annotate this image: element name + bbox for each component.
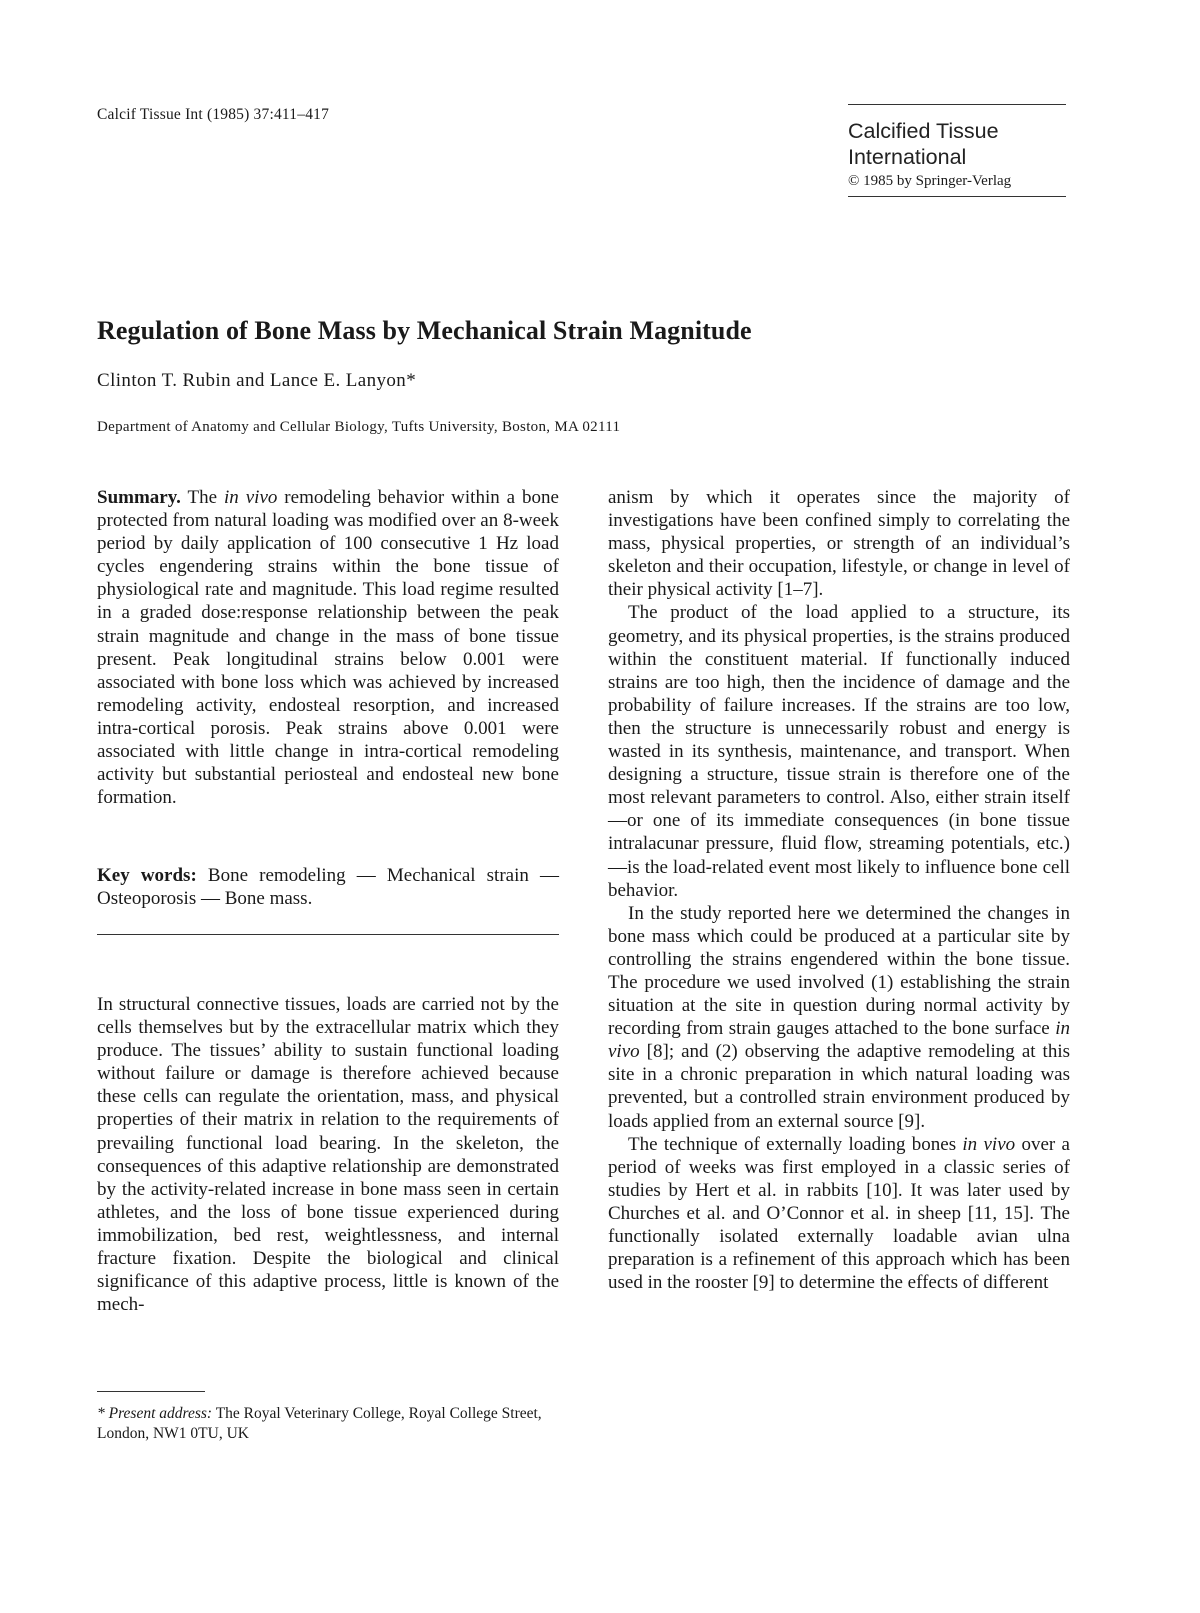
journal-name-line1: Calcified Tissue	[848, 119, 999, 143]
intro-paragraph	[97, 993, 559, 1316]
copyright-notice: © 1985 by Springer-Verlag	[848, 173, 1012, 189]
p4-italic: in vivo	[962, 1133, 1016, 1155]
right-paragraph-3	[608, 902, 1070, 1133]
p4-text-a: The technique of externally loading bones	[628, 1133, 963, 1155]
right-paragraph-4	[608, 1133, 1070, 1295]
journal-citation: Calcif Tissue Int (1985) 37:411–417	[97, 106, 330, 123]
summary-label: Summary.	[97, 487, 181, 508]
right-paragraph-1: anism by which it operates since the majority of investigations have been confined simply to correlating the mass, physical properties, or strength of an individual’s skeleton and their occupation, lifestyle, or change in level of their physical activity [1–7].	[608, 487, 1070, 601]
masthead-bottom-rule	[848, 196, 1066, 197]
footnote-rule	[97, 1391, 205, 1392]
right-column	[608, 486, 1070, 1294]
journal-name	[848, 118, 1066, 170]
intro-text: In structural connective tissues, loads are carried not by the cells themselves but by the extracellular matrix which they produce. The tissues’ ability to sustain functional loading without failure or damage is therefore achieved because these cells can regulate the orientation, mass, and physical properties of their matrix in relation to the requirements of prevailing functional load bearing. In the skeleton, the consequences of this adaptive relationship are demonstrated by the activity-related increase in bone mass seen in certain athletes, and the loss of bone tissue experienced during immobilization, bed rest, weightlessness, and internal fracture fixation. Despite the biological and clinical significance of this adaptive process, little is known of the mech-	[97, 994, 559, 1316]
summary-text-2: remodeling behavior within a bone protected from natural loading was modified over an 8-week period by daily application of 100 consecutive 1 Hz load cycles engendering strains within the bone tissue of physiological rate and magnitude. This load regime resulted in a graded dose:response relationship between the peak strain magnitude and change in the mass of bone tissue present. Peak longitudinal strains below 0.001 were associated with bone loss which was achieved by increased remodeling activity, endosteal resorption, and increased intra-cortical porosis. Peak strains above 0.001 were associated with little change in intra-cortical remodeling activity but substantial periosteal and endosteal new bone formation.	[97, 487, 559, 809]
footnote-text: The Royal Veterinary College, Royal College Street, London, NW1 0TU, UK	[97, 1405, 542, 1442]
keywords-paragraph	[97, 864, 559, 910]
abstract-divider	[97, 934, 559, 935]
footnote-label: * Present address:	[97, 1405, 213, 1422]
journal-name-line2: International	[848, 145, 967, 169]
p3-text-b: [8]; and (2) observing the adaptive remodeling at this site in a chronic preparation in which natural loading was prevented, but a controlled strain environment produced by loads applied from an external source [9].	[608, 1041, 1070, 1132]
p3-text-a: In the study reported here we determined the changes in bone mass which could be produced at a particular site by controlling the strains engendered within the bone tissue. The procedure we used involved (1) establishing the strain situation at the site in question during normal activity by recording from strain gauges attached to the bone surface	[608, 902, 1070, 1040]
p4-text-b: over a period of weeks was first employed in a classic series of studies by Hert et al. in rabbits [10]. It was later used by Churches et al. and O’Connor et al. in sheep [11, 15]. The functionally isolated externally loadable avian ulna preparation is a refinement of this approach which has been used in the rooster [9] to determine the effects of different	[608, 1133, 1070, 1294]
masthead-top-rule	[848, 104, 1066, 105]
p3-italic: in vivo	[608, 1018, 1070, 1063]
footnote	[97, 1404, 567, 1444]
keywords-text: Bone remodeling — Mechanical strain — Osteoporosis — Bone mass.	[97, 865, 559, 910]
summary-paragraph	[97, 486, 559, 809]
paper-title: Regulation of Bone Mass by Mechanical Strain Magnitude	[97, 316, 752, 345]
summary-italic: in vivo	[224, 487, 278, 508]
keywords-label: Key words:	[97, 865, 197, 886]
summary-text-1: The	[180, 487, 225, 508]
affiliation: Department of Anatomy and Cellular Biology, Tufts University, Boston, MA 02111	[97, 419, 621, 435]
author-list: Clinton T. Rubin and Lance E. Lanyon*	[97, 370, 417, 391]
journal-masthead	[848, 104, 1066, 197]
right-paragraph-2: The product of the load applied to a structure, its geometry, and its physical properties, is the strains produced within the constituent material. If functionally induced strains are too high, then the incidence of damage and the probability of failure increases. If the strains are too low, then the structure is unnecessarily robust and energy is wasted in its synthesis, maintenance, and transport. When designing a structure, tissue strain is therefore one of the most relevant parameters to control. Also, either strain itself—or one of its immediate consequences (in bone tissue intralacunar pressure, fluid flow, streaming potentials, etc.)—is the load-related event most likely to influence bone cell behavior.	[608, 602, 1070, 901]
